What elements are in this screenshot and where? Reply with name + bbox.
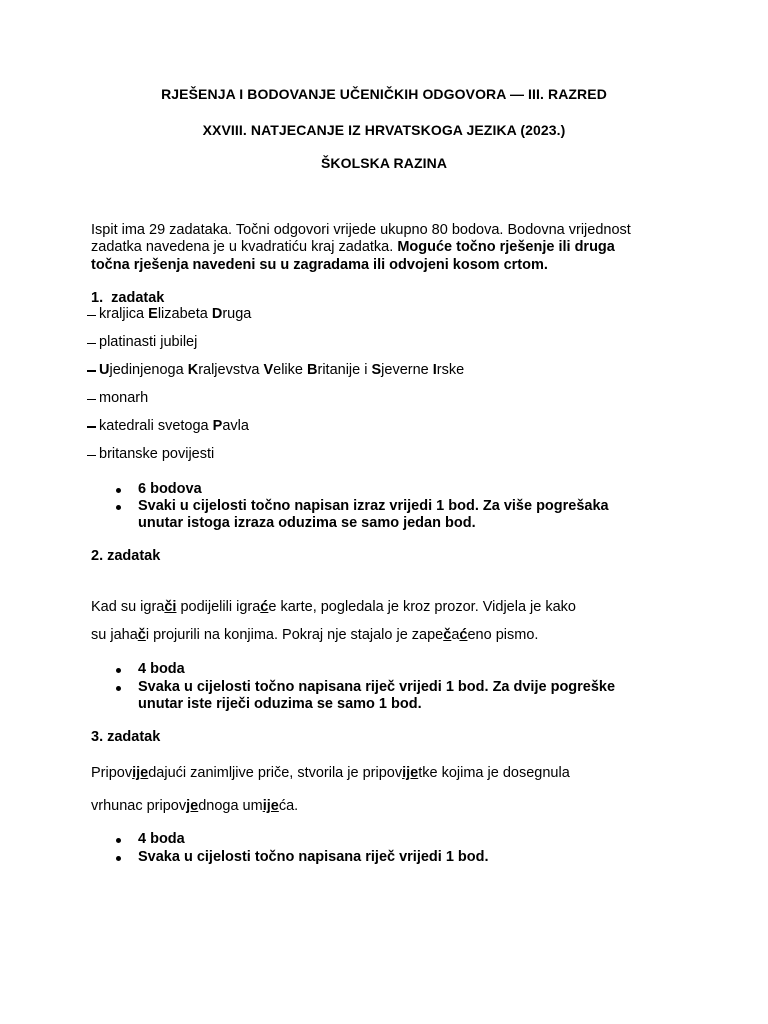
intro-line-2 [91,239,615,255]
intro-line-1: Ispit ima 29 zadataka. Točni odgovori vrijede ukupno 80 bodova. Bodovna vrijednost [91,222,631,238]
task-1-rule-line-1: Svaki u cijelosti točno napisan izraz vrijedi 1 bod. Za više pogrešaka [138,498,609,514]
answer-text [99,334,197,350]
bullet-icon [116,856,121,861]
answer-initial: D [211,306,223,322]
task-1-answer-2 [87,334,197,350]
sentence-fragment: i projurili na konjima. Pokraj nje stajalo je zape [145,627,444,643]
answer-fragment: monarh [99,390,149,406]
task-1-number: 1. [91,290,104,306]
bullet-icon [116,505,121,510]
task-3-heading: 3. zadatak [91,729,161,745]
answer-fragment: ruga [222,306,252,322]
dash-icon [87,426,96,428]
highlighted-letters: ije [402,765,419,781]
answer-text [99,390,148,406]
answer-fragment: lizabeta [157,306,212,322]
task-2-rule-line-1: Svaka u cijelosti točno napisana riječ vrijedi 1 bod. Za dvije pogreške [138,679,616,695]
level-title: ŠKOLSKA RAZINA [320,155,448,171]
task-2-sentence-2 [91,627,538,643]
answer-fragment: elike [273,362,307,378]
answer-fragment: rske [436,362,465,378]
intro-line-2-text: zadatka navedena je u kvadratiću kraj zadatka. [91,239,398,255]
answer-fragment: jedinjenoga [109,362,188,378]
highlighted-letters: č [137,627,146,643]
answer-fragment: katedrali svetoga [99,418,213,434]
dash-icon [87,399,96,400]
dash-icon [87,343,96,344]
task-1-answer-1 [87,306,251,322]
sentence-fragment: ća. [278,798,299,814]
answer-fragment: britanske povijesti [99,446,215,462]
task-1-word: zadatak [111,290,165,306]
task-2-sentence-1 [91,599,576,615]
answer-fragment: avla [222,418,249,434]
document-title: RJEŠENJA I BODOVANJE UČENIČKIH ODGOVORA — III. RAZRED [161,86,607,102]
highlighted-letters: ije [262,798,279,814]
task-2-points: 4 boda [138,661,185,677]
answer-initial: B [307,362,318,378]
highlighted-letters: či [164,599,177,615]
dash-icon [87,455,96,456]
task-1-points: 6 bodova [138,481,202,497]
answer-initial: E [148,306,158,322]
answer-initial: S [371,362,382,378]
sentence-fragment: Pripov [91,765,133,781]
answer-fragment: raljevstva [198,362,264,378]
task-1-answer-5 [87,418,249,434]
sentence-fragment: dnoga um [198,798,263,814]
task-2-rule-line-2: unutar iste riječi oduzima se samo 1 bod. [138,696,422,712]
answer-fragment: jeverne [381,362,433,378]
bullet-icon [116,668,121,673]
answer-text [99,306,251,322]
sentence-fragment: a [451,627,460,643]
sentence-fragment: eno pismo. [467,627,539,643]
intro-line-3: točna rješenja navedeni su u zagradama ili odvojeni kosom crtom. [91,257,548,273]
task-1-heading [91,290,164,306]
answer-fragment: kraljica [99,306,149,322]
answer-initial: P [212,418,223,434]
sentence-fragment: dajući zanimljive priče, stvorila je pripov [148,765,403,781]
bullet-icon [116,488,121,493]
bullet-icon [116,686,121,691]
highlighted-letters: je [186,798,199,814]
dash-icon [87,370,96,372]
dash-icon [87,315,96,316]
sentence-fragment: e karte, pogledala je kroz prozor. Vidjela je kako [268,599,576,615]
highlighted-letters: ć [459,627,468,643]
task-1-answer-4 [87,390,148,406]
task-1-rule-line-2: unutar istoga izraza oduzima se samo jedan bod. [138,515,476,531]
task-3-sentence-1 [91,765,570,781]
bullet-icon [116,838,121,843]
task-1-answer-3 [87,362,464,378]
answer-fragment: platinasti jubilej [99,334,198,350]
task-2-heading: 2. zadatak [91,548,161,564]
highlighted-letters: č [443,627,452,643]
highlighted-letters: ije [132,765,149,781]
answer-text [99,362,464,378]
task-3-sentence-2 [91,798,298,814]
answer-initial: U [99,362,110,378]
answer-initial: K [187,362,199,378]
answer-fragment: ritanije i [317,362,372,378]
task-3-rule: Svaka u cijelosti točno napisana riječ vrijedi 1 bod. [138,849,489,865]
intro-line-2-bold: Moguće točno rješenje ili druga [397,239,615,255]
task-1-answer-6 [87,446,214,462]
sentence-fragment: Kad su igra [91,599,165,615]
answer-text [99,418,249,434]
answer-text [99,446,214,462]
sentence-fragment: vrhunac pripov [91,798,187,814]
sentence-fragment: podijelili igra [176,599,261,615]
sentence-fragment: tke kojima je dosegnula [418,765,570,781]
highlighted-letters: ć [260,599,269,615]
sentence-fragment: su jaha [91,627,138,643]
answer-initial: I [432,362,437,378]
competition-title: XXVIII. NATJECANJE IZ HRVATSKOGA JEZIKA (2023.) [202,122,566,138]
answer-initial: V [263,362,274,378]
task-3-points: 4 boda [138,831,185,847]
